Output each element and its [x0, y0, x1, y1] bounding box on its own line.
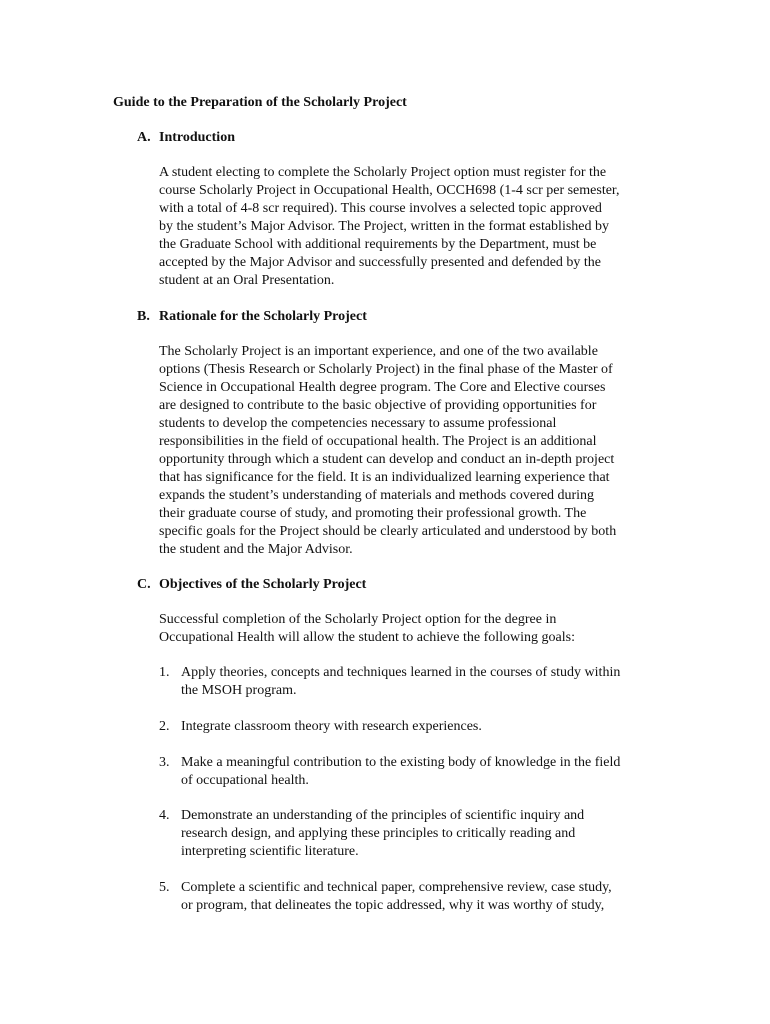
objective-line: of occupational health.	[181, 773, 309, 788]
paragraph-line: opportunity through which a student can develop and conduct an in-depth project	[159, 452, 615, 467]
paragraph-line: The Scholarly Project is an important experience, and one of the two available	[159, 344, 598, 359]
section-c-title: Objectives of the Scholarly Project	[159, 577, 367, 592]
objective-item-3	[159, 754, 620, 790]
section-a-heading	[137, 128, 235, 148]
section-a-title: Introduction	[159, 130, 235, 145]
section-c-letter: C.	[137, 577, 151, 592]
paragraph-line: with a total of 4-8 scr required). This course involves a selected topic approved	[159, 201, 602, 216]
objective-item-2	[159, 718, 482, 736]
objective-number: 3.	[159, 755, 170, 770]
paragraph-line: responsibilities in the field of occupational health. The Project is an additional	[159, 434, 597, 449]
paragraph-line: students to develop the competencies necessary to assume professional	[159, 416, 557, 431]
paragraph-line: A student electing to complete the Scholarly Project option must register for the	[159, 165, 607, 180]
objective-line: Make a meaningful contribution to the existing body of knowledge in the field	[181, 755, 621, 770]
paragraph-line: accepted by the Major Advisor and successfully presented and defended by the	[159, 255, 602, 270]
paragraph-line: course Scholarly Project in Occupational Health, OCCH698 (1-4 scr per semester,	[159, 183, 620, 198]
paragraph-line: the student and the Major Advisor.	[159, 542, 353, 557]
section-a-letter: A.	[137, 130, 151, 145]
section-b-paragraph	[159, 343, 616, 559]
document-title: Guide to the Preparation of the Scholarly Project	[113, 95, 407, 110]
objective-item-5	[159, 879, 612, 915]
paragraph-line: student at an Oral Presentation.	[159, 273, 335, 288]
objective-line: or program, that delineates the topic addressed, why it was worthy of study,	[181, 898, 605, 913]
objective-number: 5.	[159, 880, 170, 895]
section-b-letter: B.	[137, 309, 150, 324]
section-b-title: Rationale for the Scholarly Project	[159, 309, 367, 324]
paragraph-line: Science in Occupational Health degree program. The Core and Elective courses	[159, 380, 606, 395]
section-b-heading	[137, 307, 367, 327]
paragraph-line: specific goals for the Project should be clearly articulated and understood by both	[159, 524, 617, 539]
paragraph-line: the Graduate School with additional requirements by the Department, must be	[159, 237, 597, 252]
paragraph-line: expands the student’s understanding of materials and methods covered during	[159, 488, 595, 503]
objective-line: Demonstrate an understanding of the principles of scientific inquiry and	[181, 808, 585, 823]
paragraph-line: that has significance for the field. It is an individualized learning experience that	[159, 470, 610, 485]
objective-line: Integrate classroom theory with research experiences.	[181, 719, 482, 734]
paragraph-line: are designed to contribute to the basic objective of providing opportunities for	[159, 398, 597, 413]
paragraph-line: Occupational Health will allow the student to achieve the following goals:	[159, 630, 576, 645]
paragraph-line: their graduate course of study, and promoting their professional growth. The	[159, 506, 587, 521]
section-c-paragraph	[159, 611, 575, 647]
objective-line: the MSOH program.	[181, 683, 297, 698]
objective-line: interpreting scientific literature.	[181, 844, 359, 859]
paragraph-line: by the student’s Major Advisor. The Project, written in the format established by	[159, 219, 610, 234]
objective-number: 2.	[159, 719, 170, 734]
objective-line: Apply theories, concepts and techniques learned in the courses of study within	[181, 665, 621, 680]
objective-item-1	[159, 664, 620, 700]
section-c-heading	[137, 575, 366, 595]
paragraph-line: Successful completion of the Scholarly Project option for the degree in	[159, 612, 557, 627]
objective-number: 1.	[159, 665, 170, 680]
objective-item-4	[159, 807, 584, 861]
objective-line: Complete a scientific and technical paper, comprehensive review, case study,	[181, 880, 612, 895]
section-a-paragraph	[159, 164, 620, 290]
objective-number: 4.	[159, 808, 170, 823]
paragraph-line: options (Thesis Research or Scholarly Project) in the final phase of the Master of	[159, 362, 613, 377]
objective-line: research design, and applying these principles to critically reading and	[181, 826, 576, 841]
